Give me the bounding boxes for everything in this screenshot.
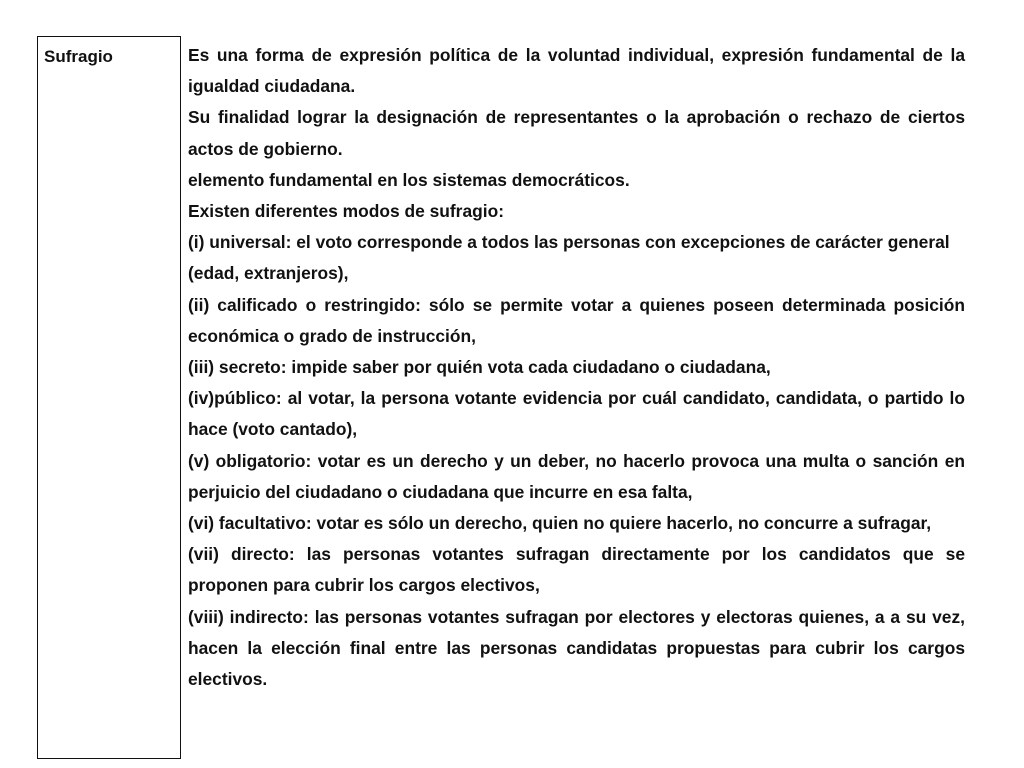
table-row [38,37,181,759]
definition-paragraph: elemento fundamental en los sistemas democráticos. [188,169,630,190]
definition-paragraph: (ii) calificado o restringido: sólo se permite votar a quienes poseen determinada posición económica o grado de instrucción, [188,294,965,346]
definition-paragraph: (iv)público: al votar, la persona votante evidencia por cuál candidato, candidata, o partido lo hace (voto cantado), [188,388,965,440]
definition-paragraph: (edad, extranjeros), [188,263,349,284]
definition-paragraph: (i) universal: el voto corresponde a todos las personas con excepciones de carácter general [188,232,950,253]
definition-paragraph: (vi) facultativo: votar es sólo un derecho, quien no quiere hacerlo, no concurre a sufragar, [188,513,932,534]
definition-cell [188,40,965,695]
definition-paragraph: Existen diferentes modos de sufragio: [188,201,504,222]
definition-paragraph: (vii) directo: las personas votantes sufragan directamente por los candidatos que se proponen para cubrir los cargos electivos, [188,544,965,596]
term-label: Sufragio [44,47,113,66]
definition-paragraph: (v) obligatorio: votar es un derecho y un deber, no hacerlo provoca una multa o sanción en perjuicio del ciudadano o ciudadana que incurre en esa falta, [188,450,965,502]
definition-paragraph: (iii) secreto: impide saber por quién vota cada ciudadano o ciudadana, [188,357,771,378]
definition-paragraph: (viii) indirecto: las personas votantes sufragan por electores y electoras quienes, a a su vez, hacen la elección final entre las personas candidatas propuestas para cubrir los cargos electivos. [188,606,965,690]
definition-paragraph: Es una forma de expresión política de la voluntad individual, expresión fundamental de la igualdad ciudadana. [188,45,965,97]
definition-table [37,36,181,759]
term-cell [38,37,181,759]
definition-paragraph: Su finalidad lograr la designación de representantes o la aprobación o rechazo de ciertos actos de gobierno. [188,107,965,159]
